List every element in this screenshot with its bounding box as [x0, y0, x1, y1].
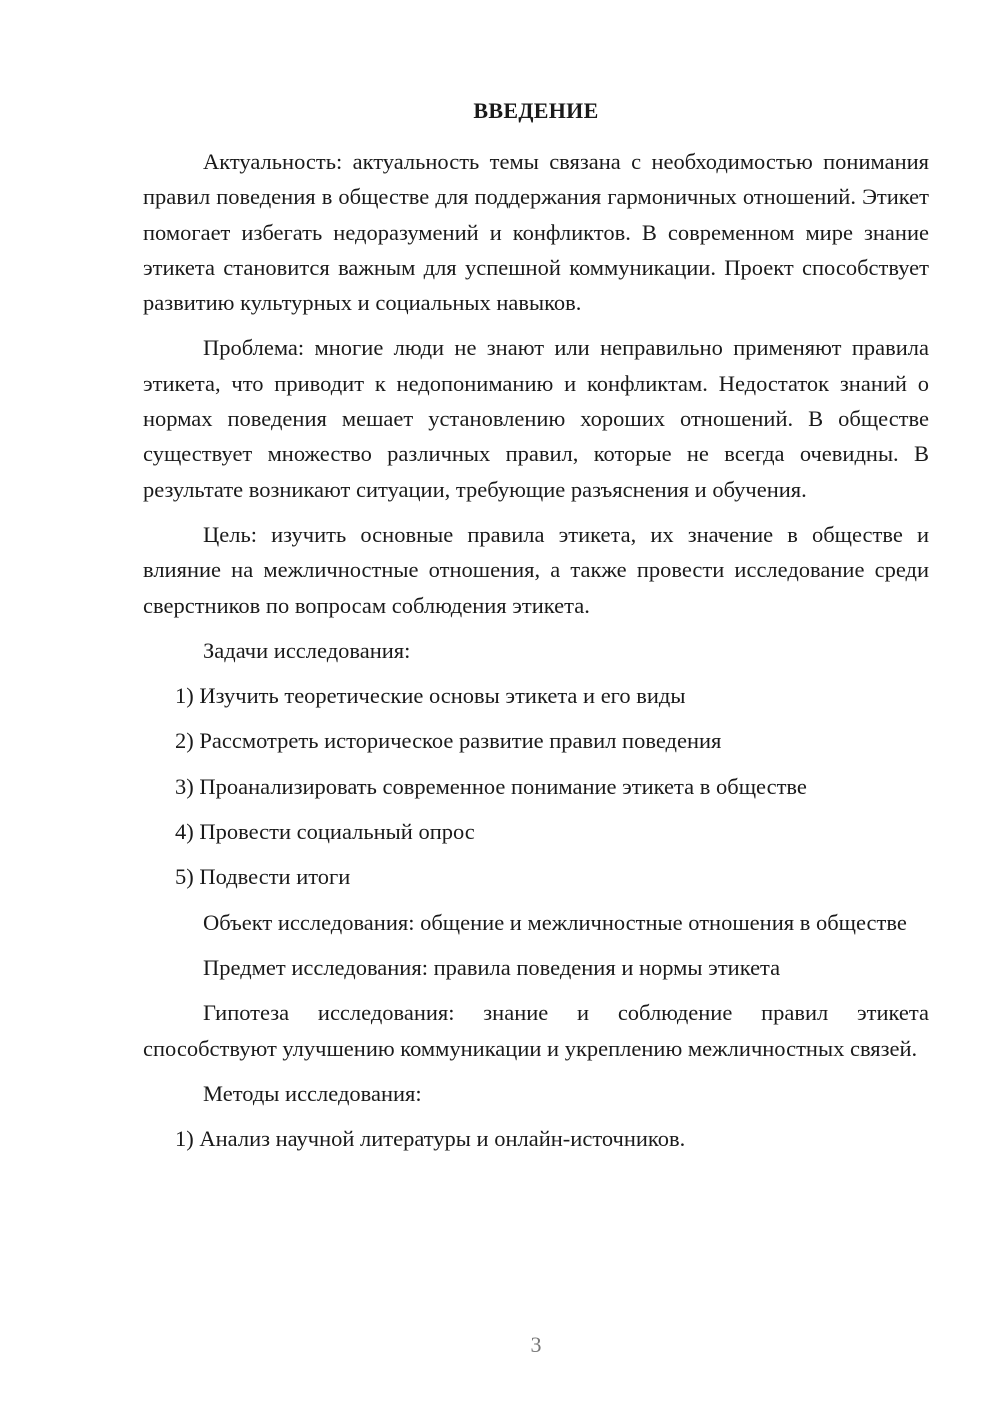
task-item-3: 3) Проанализировать современное понимание этикета в обществе	[175, 773, 807, 799]
document-page	[143, 93, 929, 1166]
task-item-1: 1) Изучить теоретические основы этикета и его виды	[175, 683, 686, 709]
method-item-1: 1) Анализ научной литературы и онлайн-источников.	[175, 1126, 686, 1152]
object-paragraph: Объект исследования: общение и межличностные отношения в обществе	[203, 909, 907, 935]
hypothesis-paragraph: Гипотеза исследования: знание и соблюдение правил этикета способствуют улучшению коммуникации и укреплению межличностных связей.	[143, 1000, 929, 1061]
methods-heading: Методы исследования:	[203, 1080, 422, 1106]
subject-paragraph: Предмет исследования: правила поведения и нормы этикета	[203, 954, 781, 980]
problem-paragraph: Проблема: многие люди не знают или неправильно применяют правила этикета, что приводит к недопониманию и конфликтам. Недостаток знаний о нормах поведения мешает установлению хороших отношений. В обществе существует множество различных правил, которые не всегда очевидны. В результате возникают ситуации, требующие разъяснения и обучения.	[143, 335, 929, 502]
relevance-paragraph: Актуальность: актуальность темы связана с необходимостью понимания правил поведения в обществе для поддержания гармоничных отношений. Этикет помогает избегать недоразумений и конфликтов. В современном мире знание этикета становится важным для успешной коммуникации. Проект способствует развитию культурных и социальных навыков.	[143, 149, 929, 316]
task-item-5: 5) Подвести итоги	[175, 864, 351, 890]
tasks-heading: Задачи исследования:	[203, 637, 411, 663]
page-number: 3	[530, 1332, 542, 1357]
task-item-2: 2) Рассмотреть историческое развитие правил поведения	[175, 728, 722, 754]
goal-paragraph: Цель: изучить основные правила этикета, их значение в обществе и влияние на межличностные отношения, а также провести исследование среди сверстников по вопросам соблюдения этикета.	[143, 521, 929, 618]
task-item-4: 4) Провести социальный опрос	[175, 819, 475, 845]
document-title: ВВЕДЕНИЕ	[473, 98, 599, 123]
